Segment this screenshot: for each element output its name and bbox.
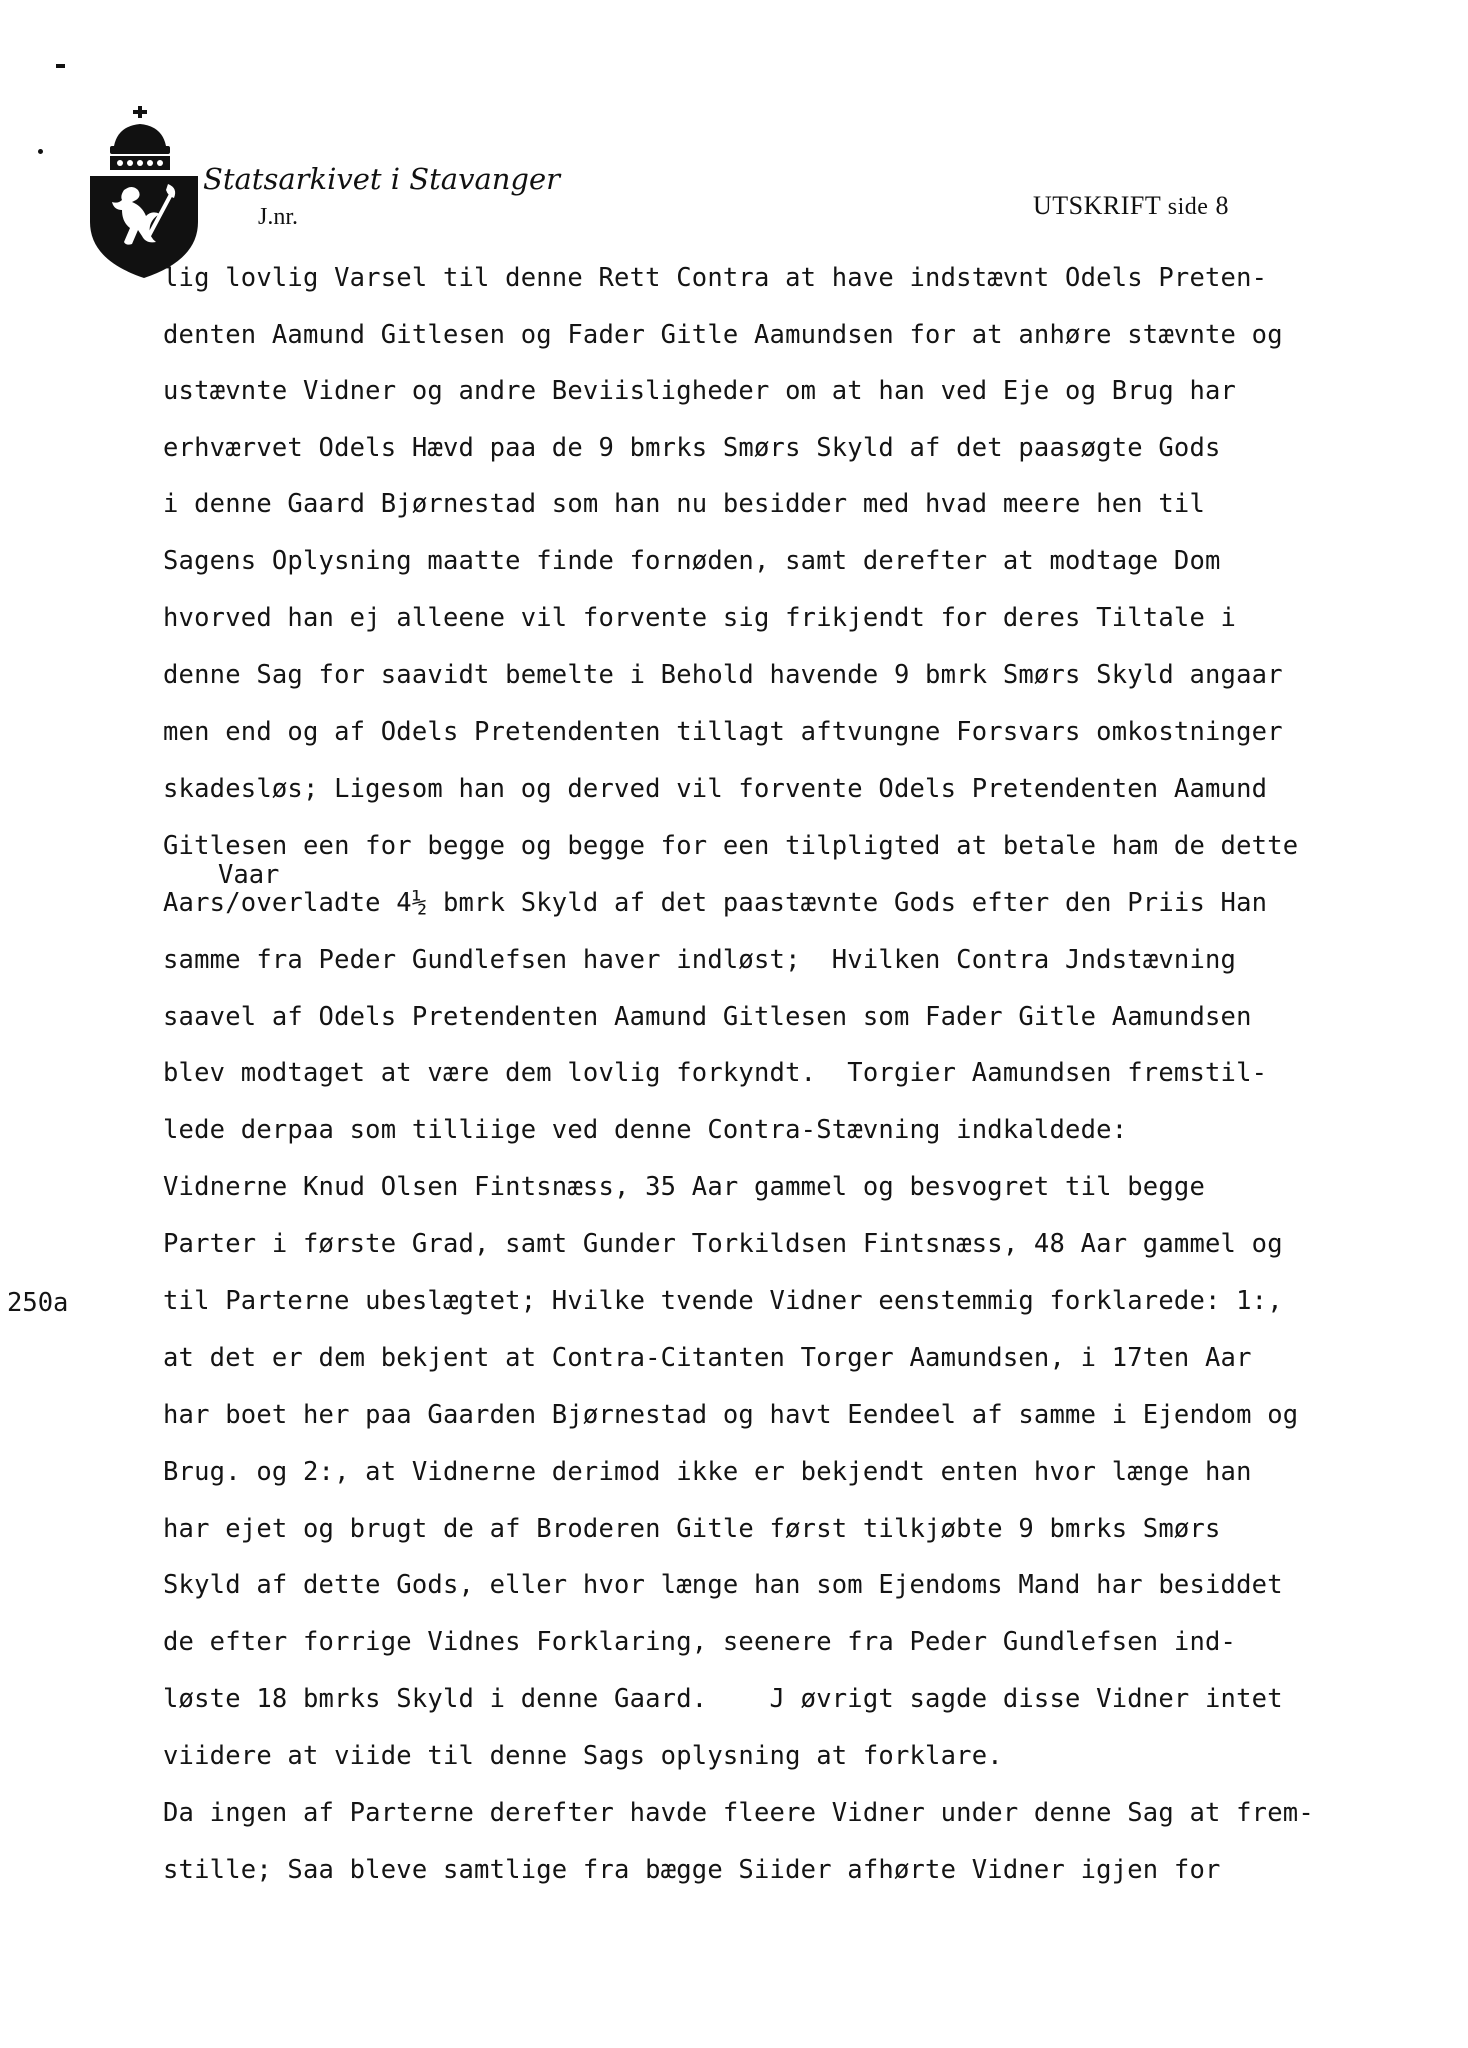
text-line: Gitlesen een for begge og begge for een tilpligted at betale ham de dette (163, 831, 1299, 861)
journal-number-label: J.nr. (258, 204, 299, 230)
text-line: har ejet og brugt de af Broderen Gitle først tilkjøbte 9 bmrks Smørs (163, 1514, 1221, 1544)
text-line: Sagens Oplysning maatte finde fornøden, samt derefter at modtage Dom (163, 546, 1221, 576)
text-line: lede derpaa som tilliige ved denne Contra-Stævning indkaldede: (163, 1115, 1128, 1145)
norwegian-lion-coat-of-arms-icon (84, 104, 204, 280)
institution-name: Statsarkivet i Stavanger (203, 162, 561, 196)
text-line: Vidnerne Knud Olsen Fintsnæss, 35 Aar gammel og besvogret til begge (163, 1172, 1206, 1202)
dash-mark (56, 64, 65, 68)
text-line: viidere at viide til denne Sags oplysning at forklare. (163, 1741, 1003, 1771)
side-label: side (1167, 194, 1209, 220)
text-line: lig lovlig Varsel til denne Rett Contra at have indstævnt Odels Preten- (163, 263, 1268, 293)
text-line: Aars/overladte 4½ bmrk Skyld af det paastævnte Gods efter den Priis Han (163, 888, 1268, 918)
text-line: til Parterne ubeslægtet; Hvilke tvende Vidner eenstemmig forklarede: 1:, (163, 1286, 1283, 1316)
utskrift-label: UTSKRIFT (1033, 191, 1161, 220)
text-line: Parter i første Grad, samt Gunder Torkildsen Fintsnæss, 48 Aar gammel og (163, 1229, 1283, 1259)
text-line: løste 18 bmrks Skyld i denne Gaard. J øvrigt sagde disse Vidner intet (163, 1684, 1283, 1714)
text-line: saavel af Odels Pretendenten Aamund Gitlesen som Fader Gitle Aamundsen (163, 1002, 1252, 1032)
text-line: men end og af Odels Pretendenten tillagt aftvungne Forsvars omkostninger (163, 717, 1283, 747)
text-line: Da ingen af Parterne derefter havde fleere Vidner under denne Sag at frem- (163, 1798, 1314, 1828)
text-line: blev modtaget at være dem lovlig forkyndt. Torgier Aamundsen fremstil- (163, 1058, 1268, 1088)
dot-mark (38, 149, 43, 154)
page-number: 8 (1215, 191, 1229, 220)
text-line: samme fra Peder Gundlefsen haver indløst; Hvilken Contra Jndstævning (163, 945, 1237, 975)
text-line: har boet her paa Gaarden Bjørnestad og havt Eendeel af samme i Ejendom og (163, 1400, 1299, 1430)
text-line: i denne Gaard Bjørnestad som han nu besidder med hvad meere hen til (163, 489, 1206, 519)
text-line: stille; Saa bleve samtlige fra bægge Siider afhørte Vidner igjen for (163, 1855, 1221, 1885)
interlinear-insert: Vaar (218, 860, 280, 890)
text-line: hvorved han ej alleene vil forvente sig frikjendt for deres Tiltale i (163, 603, 1237, 633)
text-line: denten Aamund Gitlesen og Fader Gitle Aamundsen for at anhøre stævnte og (163, 320, 1283, 350)
text-line: ustævnte Vidner og andre Beviisligheder om at han ved Eje og Brug har (163, 376, 1237, 406)
text-line: de efter forrige Vidnes Forklaring, seenere fra Peder Gundlefsen ind- (163, 1627, 1237, 1657)
text-line: Skyld af dette Gods, eller hvor længe han som Ejendoms Mand har besiddet (163, 1570, 1283, 1600)
margin-note: 250a (7, 1288, 69, 1318)
text-line: Brug. og 2:, at Vidnerne derimod ikke er bekjendt enten hvor længe han (163, 1457, 1252, 1487)
text-line: denne Sag for saavidt bemelte i Behold havende 9 bmrk Smørs Skyld angaar (163, 660, 1283, 690)
text-line: erhværvet Odels Hævd paa de 9 bmrks Smørs Skyld af det paasøgte Gods (163, 433, 1221, 463)
text-line: at det er dem bekjent at Contra-Citanten Torger Aamundsen, i 17ten Aar (163, 1343, 1252, 1373)
text-line: skadesløs; Ligesom han og derved vil forvente Odels Pretendenten Aamund (163, 774, 1268, 804)
page-header (1033, 191, 1229, 221)
